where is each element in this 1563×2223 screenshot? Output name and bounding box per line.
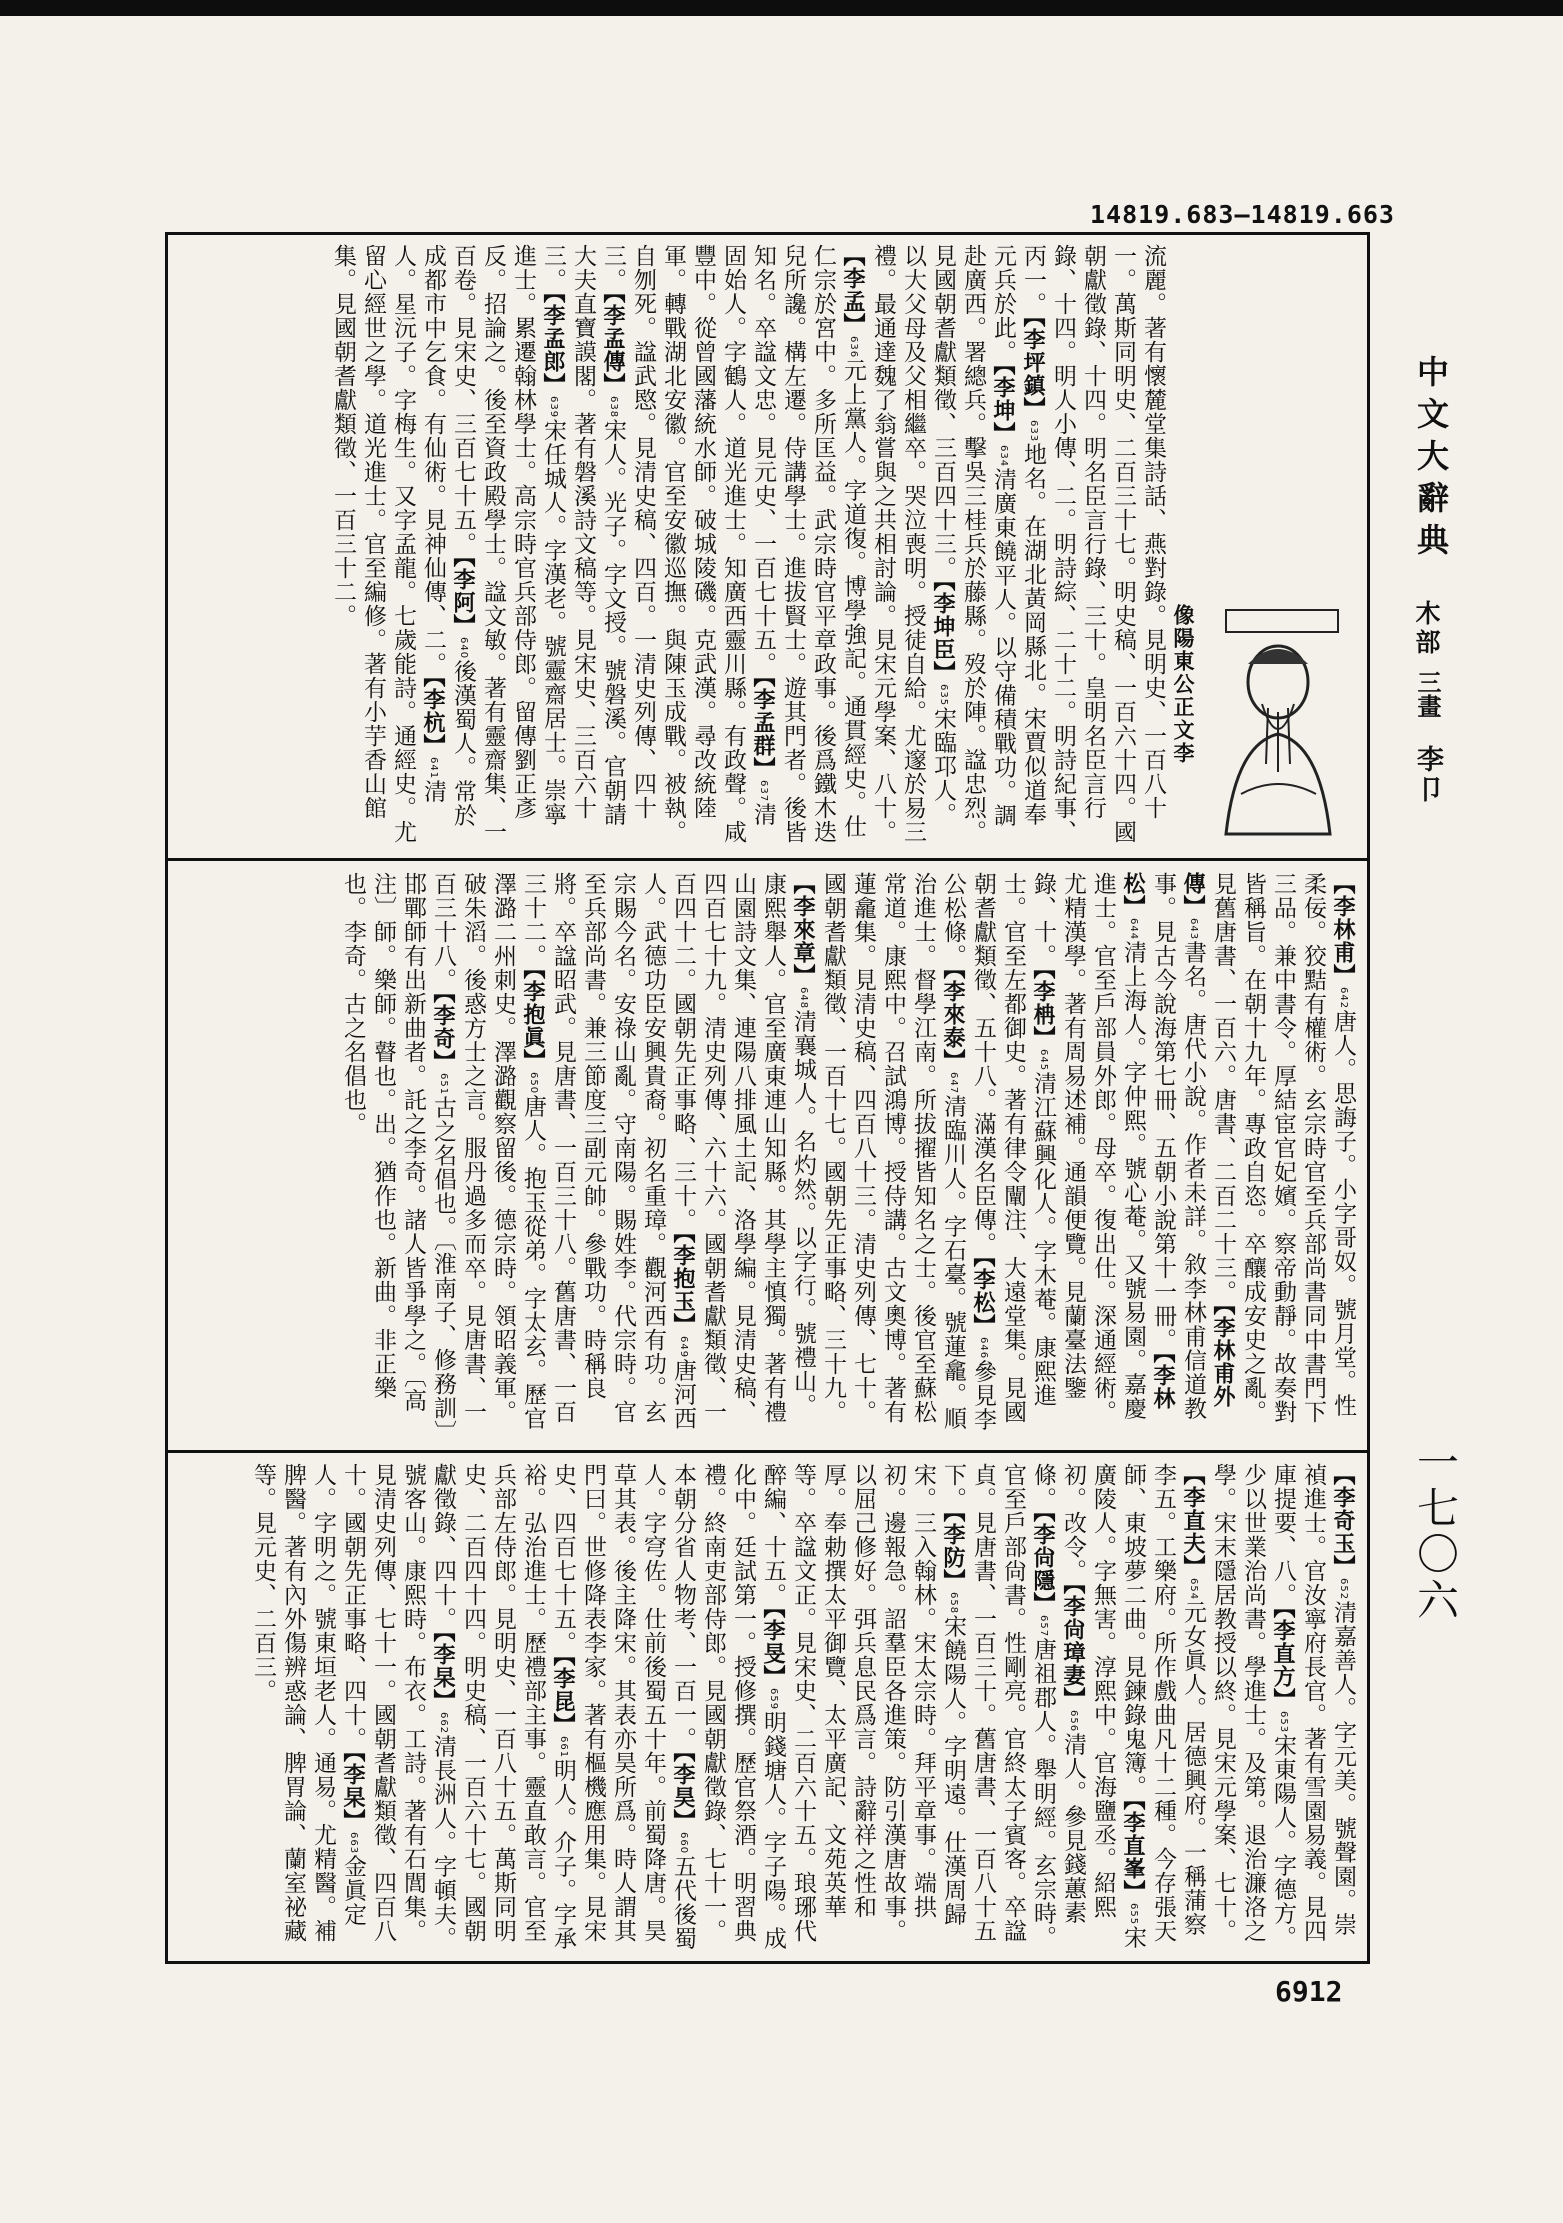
entry-headword: 【李直峯】 xyxy=(1120,1799,1146,1903)
entry-number: 661 xyxy=(558,1736,569,1759)
entry-headword: 【李杲】 xyxy=(430,1631,456,1712)
band-divider-1 xyxy=(168,858,1367,861)
entry-text: 宋東陽人。字德方。少以世業治尚書。學進士。及第。退治濂洛之學。宋末隱居教授以終。見宋元學案、七十。 xyxy=(1210,1463,1296,1950)
entry-headword: 【李孟】 xyxy=(840,244,866,336)
entry-number: 645 xyxy=(1038,1049,1049,1072)
entry-text: 唐河西人。武德功臣安興貴裔。初名重璋。觀河西有功。玄宗賜今名。安祿山亂。守南陽。賜姓李。代宗時。官至兵部尚書。兼三節度三副元帥。參戰功。時稱良將。卒諡昭武。見唐書、一百三十八。舊唐書、一百三十二。 xyxy=(520,872,696,1431)
entry-headword: 【李松】 xyxy=(970,1256,996,1337)
entry-headword: 【李阿】 xyxy=(450,556,476,637)
scan-top-edge xyxy=(0,0,1563,16)
entry-text: 清襄城人。名灼然。以字行。號禮山。康熙舉人。官至廣東連山知縣。其學主慎獨。著有禮山園詩文集、連陽八排風土記、洛學編。見清史稿、四百七十九。清史列傳、六十六。國朝耆獻類徵、一百四十二。國朝先正事略、三十。 xyxy=(670,872,816,1424)
entry-headword: 【李杲】 xyxy=(340,1751,366,1832)
entry-headword: 【李柟】 xyxy=(1030,968,1056,1049)
dictionary-title: 中文大辭典 xyxy=(1412,355,1450,565)
entry-headword: 【李尙隱】 xyxy=(1030,1511,1056,1615)
entry-text: 元女眞人。居德興府。一稱蒲察李五。工樂府。所作戲曲凡十二種。今存張天師、東坡夢二曲。見鍊錄鬼簿。 xyxy=(1120,1463,1206,1943)
entry-number: 655 xyxy=(1128,1903,1139,1926)
entry-text: 宋廣陵人。字無害。淳熙中。官海鹽丞。紹熙初。改令。 xyxy=(1060,1463,1146,1950)
entry-headword: 【李奇】 xyxy=(430,992,456,1073)
entry-headword: 【李直夫】 xyxy=(1180,1463,1206,1578)
entry-number: 650 xyxy=(528,1072,539,1095)
entry-headword: 【李旻】 xyxy=(760,1607,786,1688)
entry-text: 清人。星沅子。字梅生。又字孟龍。七歲能詩。通經史。尤留心經世之學。道光進士。官至編修。著有小芋香山館集。見國朝耆獻類徵、一百三十二。 xyxy=(330,244,446,844)
entry-number: 644 xyxy=(1128,918,1139,941)
entry-headword: 【李坪鎮】 xyxy=(1020,316,1046,420)
entry-text: 清人。參見錢蕙素條。 xyxy=(1030,1463,1086,1925)
entry-headword: 【李來章】 xyxy=(790,872,816,987)
entry-number: 648 xyxy=(798,987,809,1010)
entry-number: 643 xyxy=(1188,918,1199,941)
entry-text: 五代後蜀人。字穹佐。仕前後蜀五十年。前蜀降唐。昊草其表。後主降宋。其表亦昊所爲。時人謂其門曰。世修降表李家。著有樞機應用集。見宋史、四百七十五。 xyxy=(550,1463,696,1951)
entry-text: 清固始人。字鶴人。道光進士。知廣西靈川縣。有政聲。咸豐中。從曾國藩統水師。破城陵磯。克武漢。尋改統陸軍。轉戰湖北安徽。官至安徽巡撫。與陳玉成戰。被執。自刎死。諡武愍。見清史稿、四百。一清史列傳、四十三。 xyxy=(600,244,776,844)
entry-text: 書名。唐代小說。作者未詳。敘李林甫信道教事。見古今說海第七冊、五朝小說第十一冊。 xyxy=(1150,872,1206,1421)
entry-text: 明錢塘人。字子陽。成化中。廷試第一。授修撰。歷官祭酒。明習典禮。終南吏部侍郎。見國朝獻徵錄、七十一。本朝分省人物考、一百一。 xyxy=(670,1463,786,1951)
entry-text: 唐祖郡人。舉明經。玄宗時。官至戶部尙書。性剛亮。官終太子賓客。卒諡貞。見唐書、一百三十。舊唐書、一百八十五下。 xyxy=(940,1463,1056,1950)
head-character: 李卩 xyxy=(1412,745,1443,805)
entry-number: 663 xyxy=(348,1832,359,1855)
entry-number: 641 xyxy=(428,757,439,780)
entry-text: 宋饒陽人。字明遠。仕漢周歸宋。三入翰林。宋太宗時。拜平章事。端拱初。邊報急。詔羣臣各進策。防引漢唐故事。以屈己修好。弭兵息民爲言。詩辭祥之性和厚。奉勅撰太平御覽、太平廣記、文苑英華等。卒諡文正。見宋史、二百六十五。琅琊代醉編、十五。 xyxy=(760,1463,966,1943)
entry-number: 639 xyxy=(548,396,559,419)
entry-number: 638 xyxy=(608,396,619,419)
entry-headword: 【李尙璋妻】 xyxy=(1060,1583,1086,1710)
entry-headword: 【李昊】 xyxy=(670,1751,696,1832)
portrait-figure-icon xyxy=(1196,604,1346,839)
entry-number: 633 xyxy=(1028,420,1039,443)
entry-text: 宋人。光子。字文授。號磐溪。官朝請大夫直寶謨閣。著有磐溪詩文稿等。見宋史、三百六十三。 xyxy=(540,244,626,827)
entry-text: 明人。介子。字承裕。弘治進士。歷禮部主事。靈直敢言。官至兵部左侍郎。見明史、一百八十五。萬斯同明史、二百四十四。明史稿、一百六十七。國朝獻徵錄、四十。 xyxy=(430,1463,576,1951)
entry-number: 659 xyxy=(768,1688,779,1711)
entry-headword: 【李孟傳】 xyxy=(600,292,626,396)
entry-number: 649 xyxy=(678,1336,689,1359)
entry-text: 清廣東饒平人。以守備積戰功。調赴廣西。署總兵。擊吳三桂兵於藤縣。歿於陣。諡忠烈。見國朝耆獻類徵、三百四十三。 xyxy=(930,244,1016,844)
entry-headword: 【李坤】 xyxy=(990,364,1016,445)
entry-headword: 【李杭】 xyxy=(420,676,446,757)
entry-number: 654 xyxy=(1188,1578,1199,1601)
dictionary-entry xyxy=(760,1463,966,1943)
entry-number: 647 xyxy=(948,1072,959,1095)
entry-text: 清臨川人。字石臺。號蓮龕。順治進士。督學江南。所拔擢皆知名之士。後官至蘇松常道。康熙中。召試鴻博。授侍講。古文奧博。著有蓮龕集。見清史稿、四百八十三。清史列傳、七十。國朝耆獻類徵、一百十七。國朝先正事略、三十九。 xyxy=(820,872,966,1431)
entry-headword: 【李昆】 xyxy=(550,1655,576,1736)
entry-text: 唐人。思誨子。小字哥奴。號月堂。性柔佞。狡黠有權術。玄宗時官至兵部尚書同中書門下三品。兼中書令。厚結宦官妃嬪。察帝動靜。故奏對皆稱旨。在朝十九年。專政自恣。卒釀成安史之亂。見舊唐書、一百六。唐書、二百二十三。 xyxy=(1210,872,1356,1424)
entry-text: 參見李公松條。 xyxy=(940,872,996,1432)
entry-number: 635 xyxy=(938,684,949,707)
page-number: 6912 xyxy=(1275,1975,1343,2008)
entry-text: 古之名倡也。〔淮南子、修務訓〕邯鄲師有出新曲者。託之李奇。諸人皆爭學之。〔高注〕師。樂師。瞽也。出。猶作也。新曲。非正樂也。李奇。古之名倡也。 xyxy=(340,872,456,1433)
entry-text: 地名。在湖北黃岡縣北。宋賈似道奉元兵於此。 xyxy=(990,244,1046,827)
entry-number: 653 xyxy=(1278,1711,1289,1734)
entry-number: 656 xyxy=(1068,1710,1079,1733)
entry-text: 宋臨邛人。以大父母及父相繼卒。哭泣喪明。授徒自給。尤邃於易三禮。最通達魏了翁嘗與之共相討論。見宋元學案、八十。 xyxy=(870,244,956,844)
entry-number: 657 xyxy=(1038,1615,1049,1638)
text-band-top xyxy=(180,244,1358,848)
entry-number: 646 xyxy=(978,1337,989,1360)
entry-number: 642 xyxy=(1338,987,1349,1010)
radical-label: 木部 xyxy=(1412,600,1441,658)
entry-number: 640 xyxy=(458,637,469,660)
entry-headword: 【李直方】 xyxy=(1270,1607,1296,1711)
stroke-count-label: 三畫 xyxy=(1413,670,1442,718)
text-band-bottom xyxy=(180,1463,1358,1953)
entry-text: 後漢蜀人。常於成都市中乞食。有仙術。見神仙傳、二。 xyxy=(420,244,476,828)
entry-text: 清長洲人。字頓夫。號客山。康熙時。布衣。工詩。著有石閭集。見清史列傳、七十一。國朝耆獻類徵、四百八十。國朝先正事略、四十。 xyxy=(340,1463,456,1951)
entry-number: 637 xyxy=(758,780,769,803)
entry-number: 662 xyxy=(438,1712,449,1735)
entry-headword: 【李抱眞】 xyxy=(520,968,546,1072)
entry-headword: 【李坤臣】 xyxy=(930,580,956,684)
portrait-caption: 像陽東公正文李 xyxy=(1171,604,1196,765)
text-band-middle xyxy=(180,872,1358,1440)
entry-headword: 【李防】 xyxy=(940,1511,966,1592)
entry-headword: 【李抱玉】 xyxy=(670,1232,696,1336)
entry-headword: 【李林甫外傳】 xyxy=(1180,872,1236,1408)
entry-number: 636 xyxy=(848,336,859,359)
entry-number: 651 xyxy=(438,1073,449,1096)
entry-text: 宋任城人。字漢老。號靈齋居士。崇寧進士。累遷翰林學士。高宗時官兵部侍郎。留傳劉正彥反。招論之。後至資政殿學士。諡文敏。著有靈齋集、一百卷。見宋史、三百七十五。 xyxy=(450,244,566,844)
entry-number: 652 xyxy=(1338,1578,1349,1601)
entry-headword: 【李林松】 xyxy=(1120,872,1176,1410)
entry-headword: 【李孟郎】 xyxy=(540,292,566,396)
volume-page-number: 一七〇六 xyxy=(1411,1440,1460,1624)
entry-range-header: 14819.683—14819.663 xyxy=(1090,200,1395,229)
entry-text: 清江蘇興化人。字木菴。康熙進士。官至左都御史。著有律令闡注、大遠堂集。見國朝耆獻類徵、五十八。滿漢名臣傳。 xyxy=(970,872,1056,1424)
portrait-illustration xyxy=(1168,604,1358,839)
entry-headword: 【李奇玉】 xyxy=(1330,1463,1356,1578)
entry-text: 清上海人。字仲熙。號心菴。又號易園。嘉慶進士。官至戶部員外郎。母卒。復出仕。深通經術。尤精漢學。著有周易述補。通韻便覽。見蘭臺法鑒錄、十。 xyxy=(1030,872,1146,1424)
entry-headword: 【李林甫】 xyxy=(1330,872,1356,987)
entry-text: 流麗。著有懷麓堂集詩話、燕對錄。見明史、一百八十一。萬斯同明史、二百三十七。明史稿、一百六十四。國朝獻徵錄、十四。明名臣言行錄、三十。皇明名臣言行錄、十四。明人小傳、二。明詩綜、二十二。明詩紀事、丙一。 xyxy=(1020,244,1166,844)
entry-number: 658 xyxy=(948,1592,959,1615)
band-divider-2 xyxy=(168,1450,1367,1453)
entry-text: 元上黨人。字道復。博學強記。通貫經史。仕仁宗於宮中。多所匡益。武宗時官平章政事。後爲鐵木迭兒所讒。構左遷。侍講學士。進拔賢士。遊其門者。後皆知名。卒諡文忠。見元史、一百七十五。 xyxy=(750,244,866,844)
entry-headword: 【李來泰】 xyxy=(940,968,966,1072)
entry-text: 唐人。抱玉從弟。字太玄。歷官澤潞二州刺史。澤潞觀察留後。德宗時。領昭義軍。破朱滔。後惑方士之言。服丹過多而卒。見唐書、一百三十八。 xyxy=(430,872,546,1431)
entry-text: 清嘉善人。字元美。號聲園。崇禎進士。官汝寧府長官。著有雪園易義。見四庫提要、八。 xyxy=(1270,1463,1356,1943)
entry-headword: 【李孟群】 xyxy=(750,676,776,780)
entry-number: 634 xyxy=(998,445,1009,468)
entry-text: 金眞定人。字明之。號東垣老人。通易。尤精醫。補脾醫。著有內外傷辨惑論、脾胃論、蘭室祕藏等。見元史、二百三。 xyxy=(250,1463,366,1943)
entry-number: 660 xyxy=(678,1832,689,1855)
